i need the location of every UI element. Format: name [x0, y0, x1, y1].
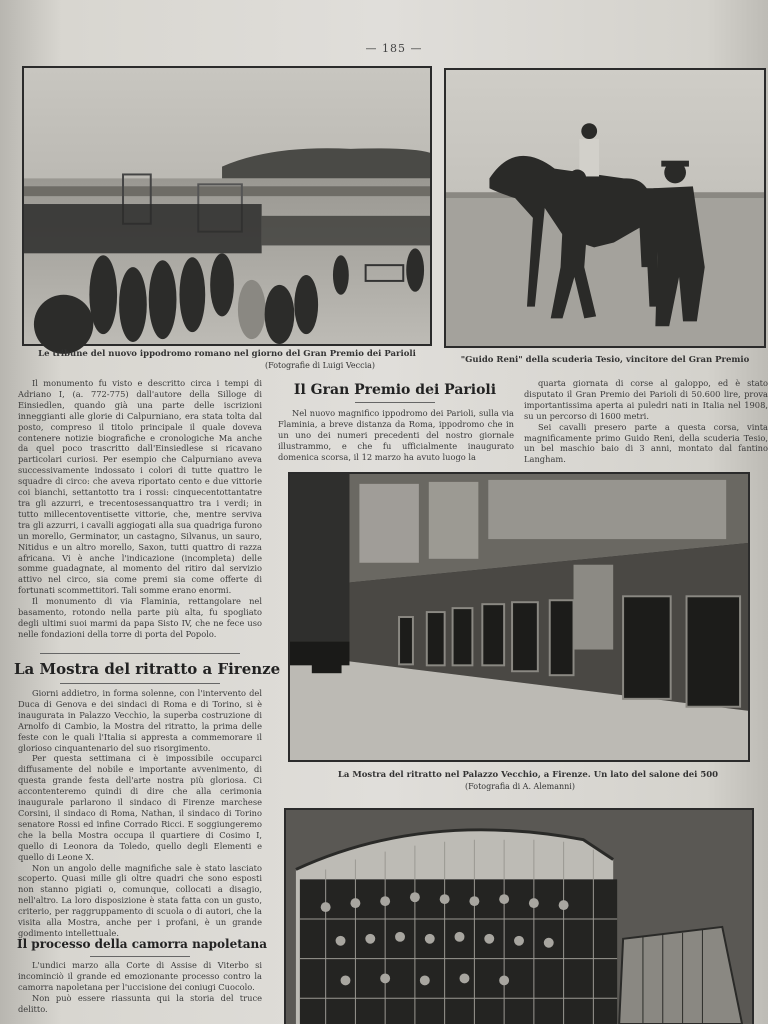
racecourse-crowd-image: [24, 68, 430, 344]
article-right-paragraph-2: Sei cavalli presero parte a questa corsa, vinta magnificamente primo Guido Reni, della scuderia Tesio, un bel maschio baio di 3 anni, montato dal fantino Langham.: [524, 421, 768, 465]
article-camorra-paragraph-2: Non può essere riassunta qui la storia del truce delitto.: [18, 992, 262, 1014]
article-mostra-paragraph-1: Giorni addietro, in forma solenne, con l'intervento del Duca di Genova e dei sindaci di Roma e di Torino, si è inaugurata in Palazzo Vecchio, la superba costruzione di Arnolfo di Cambio, la Mostra del ritratto, la prima delle feste con le quali l'Italia si appresta a commemorare il glorioso cinquantenario del suo risorgimento.: [18, 688, 262, 753]
heading-mostra-ritratto: La Mostra del ritratto a Firenze: [14, 660, 281, 678]
article-calpurniano-paragraph-1: Il monumento fu visto e descritto circa i tempi di Adriano I, (a. 772-775) dall'autore della Silloge di Einsiedlen, quando già una parte delle iscrizioni inneggianti alle glorie di Calpurniano, era stata tolta dal posto, compreso il titolo principale il quale doveva contenere notizie biografiche e cronologiche Ma anche da quel poco trascritto dall'Einsiedlese si ricavano particolari curiosi. Per esempio che Calpurniano aveva successivamente indossato i colori di tutte quattro le squadre di circo: che aveva riportato cento e due vittorie coi bianchi, settantotto tra i rossi: cinquecentottantatre tra gli azzurri, e trecentosessanquattro tra i verdi; in tutto millecentoventisette vittorie, che, mentre serviva tra gli azzurri, i cavalli aggiogati alla sua quadriga furono un morello, Germinator, un castagno, Silvanus, un sauro, Nitidus e un altro morello, Saxon, tutti quattro di razza africana. Vi è anche l'indicazione (incompleta) delle somme guadagnate, al momento del ritiro dal servizio attivo nel circo, sia come premi sia come offerte di fortunati scommettitori. Tali somme erano enormi.: [18, 378, 262, 596]
caption-racecourse-stands: Le tribune del nuovo ippodromo romano nel giorno del Gran Premio dei Parioli: [38, 349, 416, 359]
winning-horse-image: [446, 70, 764, 346]
page-number: — 185 —: [365, 42, 423, 55]
heading-processo-camorra: Il processo della camorra napoletana: [16, 937, 268, 951]
article-right-paragraph-1: quarta giornata di corse al galoppo, ed è stato disputato il Gran Premio dei Parioli di 50.600 lire, prova importantissima aperta ai puledri nati in Italia nel 1908, su un percorso di 1600 metri.: [524, 378, 768, 421]
article-mostra-column: [18, 688, 262, 938]
photo-camorra-court-cage: [284, 808, 754, 1024]
article-camorra-paragraph-1: L'undici marzo alla Corte di Assise di Viterbo si incominciò il grande ed emozionante processo contro la camorra napoletana per l'uccisione dei coniugi Cuocolo.: [18, 960, 262, 992]
photo-gallery-salone-500: [288, 472, 750, 762]
article-gran-premio-paragraph: Nel nuovo magnifico ippodromo dei Parioli, sulla via Flaminia, a breve distanza da Roma, ippodromo che in un uno dei numeri precedenti del nostro giornale illustrammo, e che fu ufficialmente inaugurato domenica scorsa, il 12 marzo ha avuto luogo la: [278, 408, 514, 462]
article-mostra-paragraph-3: Non un angolo delle magnifiche sale è stato lasciato scoperto. Quasi mille gli oltre quadri che sono esposti non stanno pigiati o, comunque, collocati a disagio, nell'altro. La loro disposizione è stata fatta con un gusto, criterio, per raggruppamento di scuola o di autori, che la visita alla Mostra, anche per i profani, è un grande godimento intellettuale.: [18, 862, 262, 938]
article-gran-premio-column: [278, 408, 514, 464]
divider-rule: [90, 956, 190, 957]
heading-gran-premio: Il Gran Premio dei Parioli: [293, 382, 497, 398]
photo-racecourse-stands: [22, 66, 432, 346]
court-cage-image: [286, 810, 752, 1024]
photo-guido-reni-horse: [444, 68, 766, 348]
credit-gallery-salone: (Fotografia di A. Alemanni): [465, 782, 575, 791]
divider-rule: [40, 653, 240, 654]
article-mostra-paragraph-2: Per questa settimana ci è impossibile occuparci diffusamente del nobile e importante avvenimento, di questa grande festa dell'arte nostra più gloriosa. Ci accontenteremo quindi di dire che alla cerimonia inaugurale parlarono il sindaco di Firenze marchese Corsini, il sindaco di Roma, Nathan, il sindaco di Torino senatore Rossi ed infine Corrado Ricci. E soggiungeremo che la bella Mostra occupa il quartiere di Cosimo I, quello di Leonora da Toledo, quello degli Elementi e quello di Leone X.: [18, 753, 262, 862]
article-camorra-column: [18, 960, 262, 1024]
article-right-continuation: [524, 378, 768, 466]
article-calpurniano-paragraph-2: Il monumento di via Flaminia, rettangolare nel basamento, rotondo nella parte più alta, fu spogliato degli ultimi suoi marmi da papa Sisto IV, che ne fece uso nelle fondazioni della torre di porta del Popolo.: [18, 596, 262, 639]
divider-rule: [60, 683, 220, 684]
gallery-hall-image: [290, 474, 748, 760]
caption-gallery-salone: La Mostra del ritratto nel Palazzo Vecchio, a Firenze. Un lato del salone dei 500: [337, 770, 719, 780]
article-calpurniano-column: [18, 378, 262, 648]
caption-guido-reni: "Guido Reni" della scuderia Tesio, vincitore del Gran Premio: [460, 355, 750, 365]
divider-rule: [355, 402, 435, 403]
credit-racecourse-stands: (Fotografie di Luigi Veccia): [264, 361, 376, 370]
